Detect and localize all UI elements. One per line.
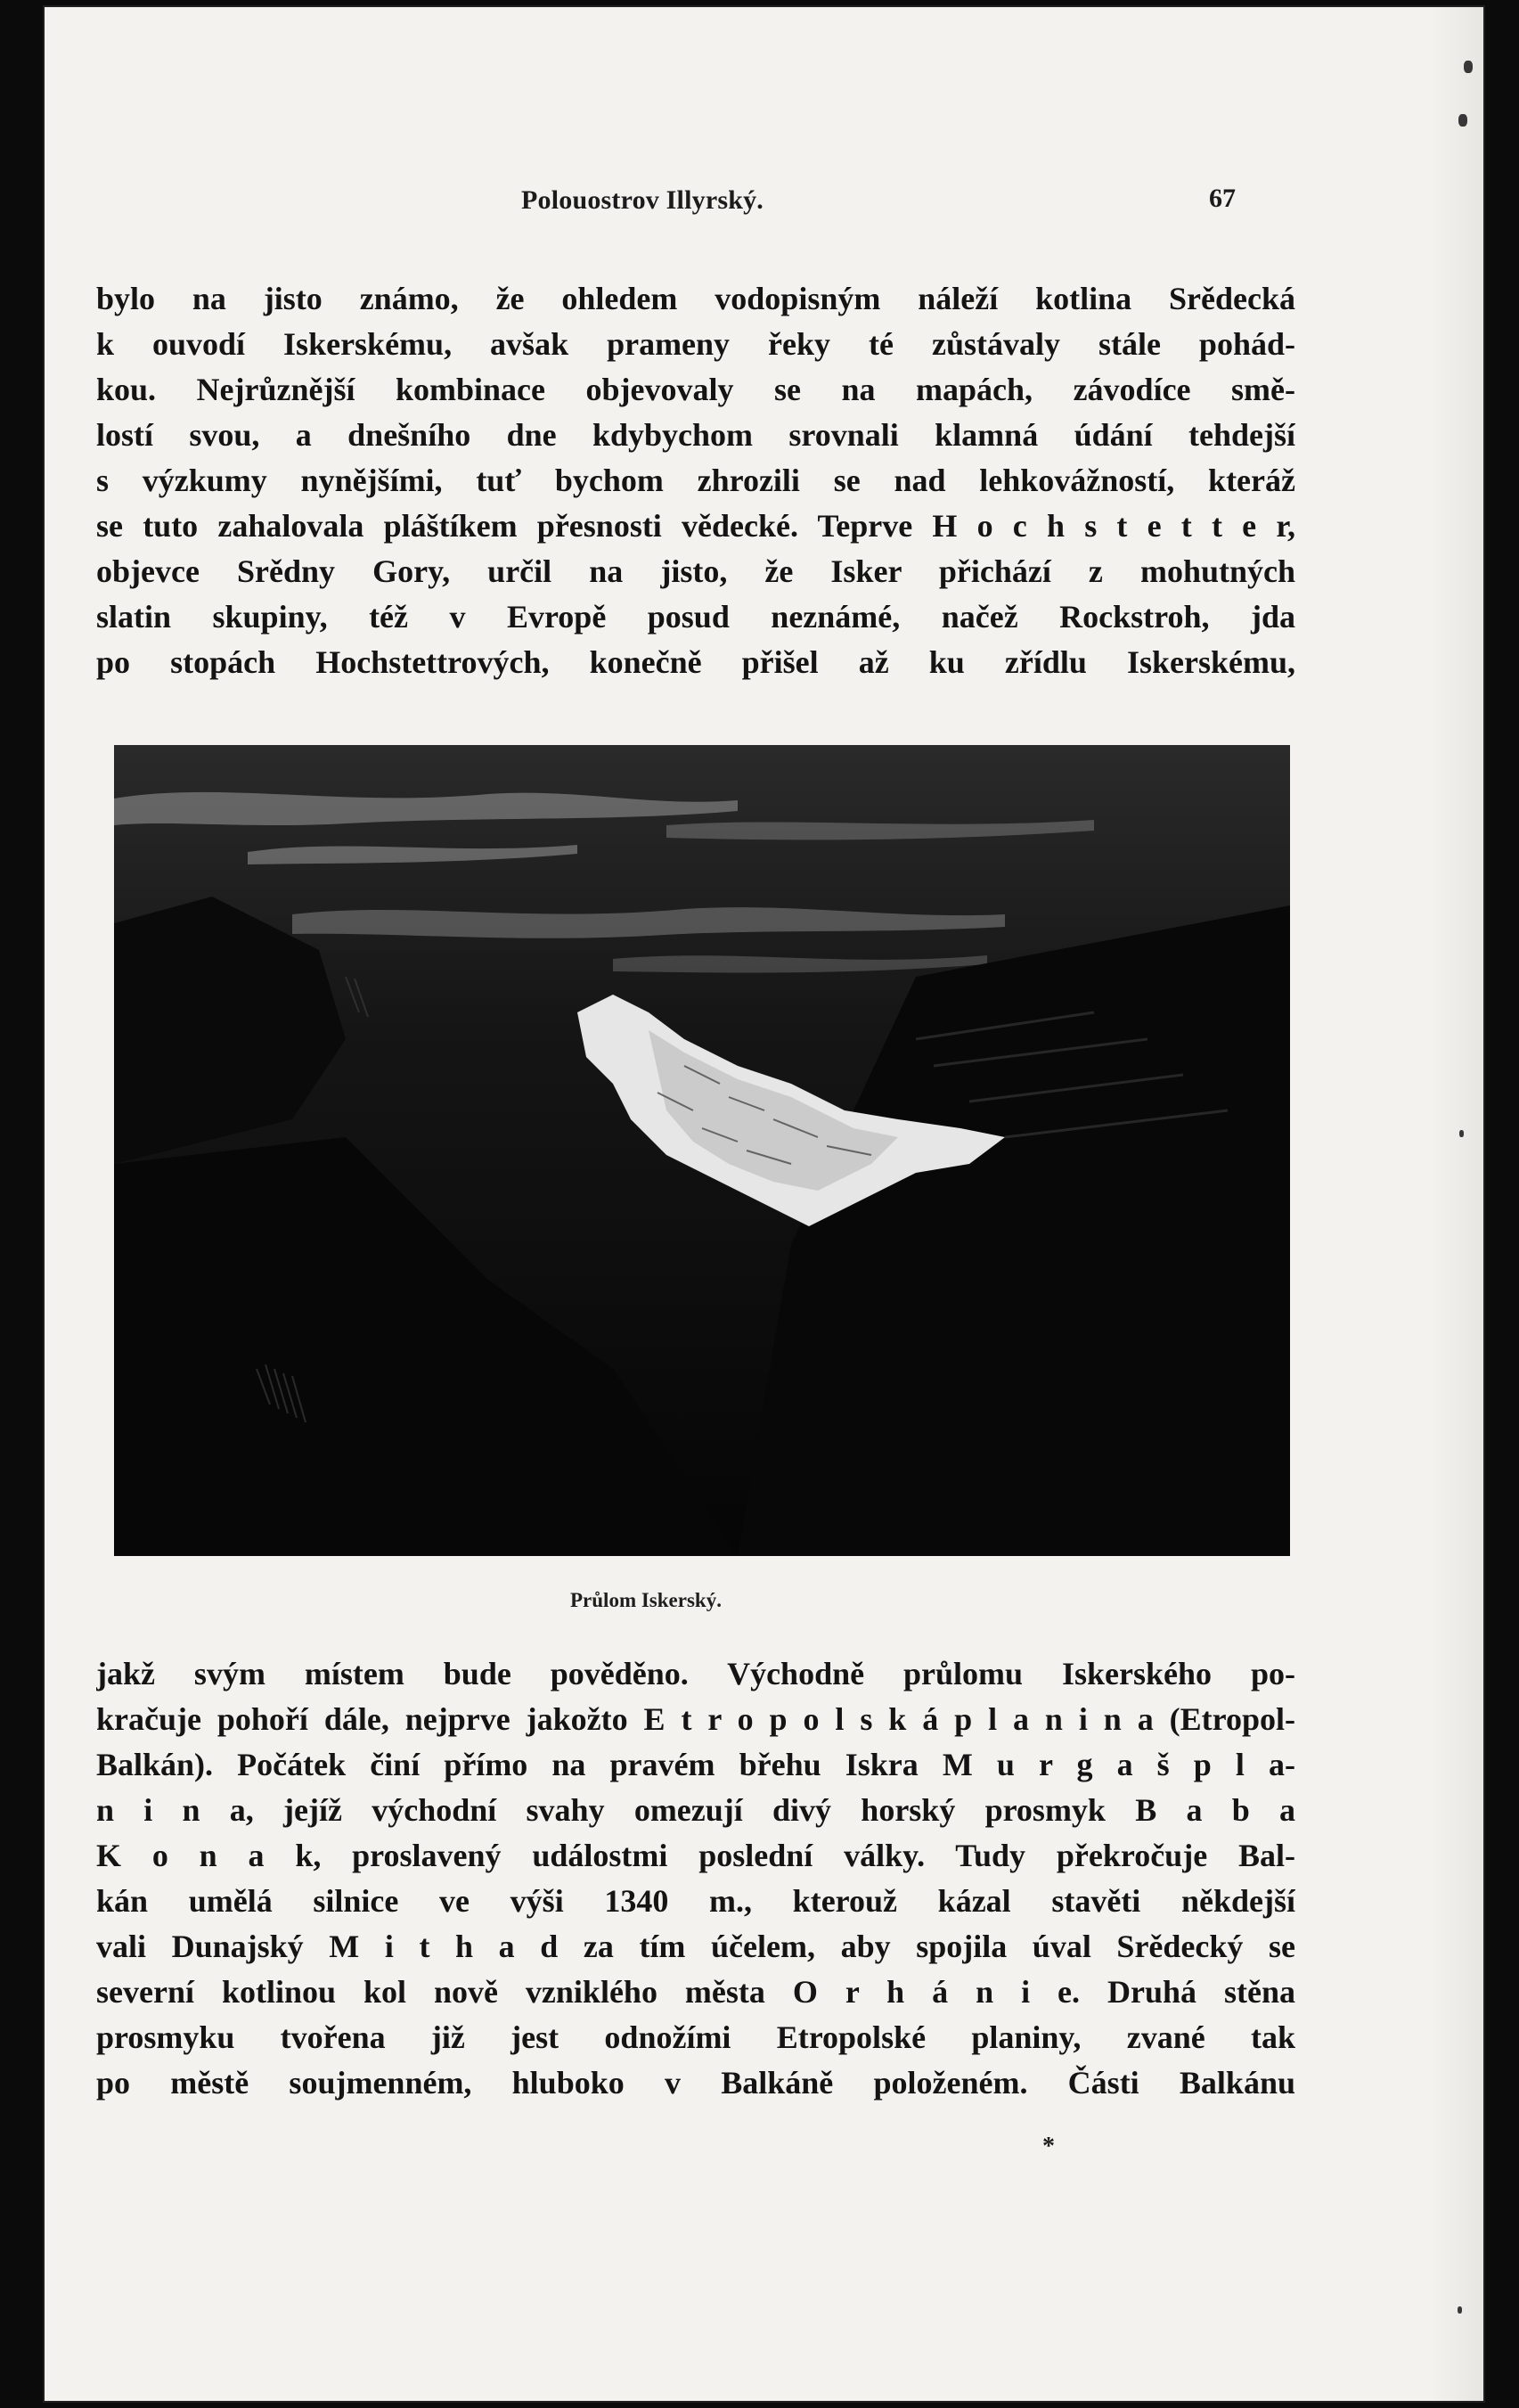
text-line: severní kotlinou kol nově vzniklého města O r h á n i e. Druhá stěna	[96, 1974, 1295, 2010]
text-line: kou. Nejrůznější kombinace objevovaly se na mapách, závodíce smě-	[96, 372, 1295, 407]
edge-speck	[1464, 61, 1473, 73]
text-line: po městě soujmenném, hluboko v Balkáně položeném. Části Balkánu	[96, 2065, 1295, 2101]
text-line: k ouvodí Iskerskému, avšak prameny řeky té zůstávaly stále pohád-	[96, 326, 1295, 362]
text-line: se tuto zahalovala pláštíkem přesnosti vědecké. Teprve H o c h s t e t t e r,	[96, 508, 1295, 544]
paragraph-2	[96, 1651, 1295, 2106]
text-line: kán umělá silnice ve výši 1340 m., kterouž kázal stavěti někdejší	[96, 1883, 1295, 1919]
text-line: jakž svým místem bude pověděno. Východně průlomu Iskerského po-	[96, 1656, 1295, 1691]
signature-mark: *	[1042, 2133, 1055, 2160]
figure-caption: Průlom Iskerský.	[570, 1589, 722, 1611]
edge-speck	[1459, 1130, 1464, 1137]
text-line: vali Dunajský M i t h a d za tím účelem, aby spojila úval Srědecký se	[96, 1929, 1295, 1964]
edge-speck	[1458, 114, 1467, 127]
running-header-title: Polouostrov Illyrský.	[521, 185, 764, 215]
text-line: n i n a, jejíž východní svahy omezují divý horský prosmyk B a b a	[96, 1792, 1295, 1828]
text-line: lostí svou, a dnešního dne kdybychom srovnali klamná údání tehdejší	[96, 417, 1295, 453]
text-line: prosmyku tvořena již jest odnožími Etropolské planiny, zvané tak	[96, 2019, 1295, 2055]
text-line: po stopách Hochstettrových, konečně přišel až ku zřídlu Iskerskému,	[96, 644, 1295, 680]
text-line: Balkán). Počátek činí přímo na pravém břehu Iskra M u r g a š p l a-	[96, 1747, 1295, 1782]
paragraph-1	[96, 276, 1295, 685]
text-line: bylo na jisto známo, že ohledem vodopisným náleží kotlina Srědecká	[96, 281, 1295, 316]
text-line: objevce Srědny Gory, určil na jisto, že Isker přichází z mohutných	[96, 553, 1295, 589]
text-line: slatin skupiny, též v Evropě posud neznámé, načež Rockstroh, jda	[96, 599, 1295, 635]
edge-speck	[1458, 2306, 1462, 2314]
text-line: s výzkumy nynějšími, tuť bychom zhrozili se nad lehkovážností, kteráž	[96, 463, 1295, 498]
text-line: K o n a k, proslavený událostmi poslední války. Tudy překročuje Bal-	[96, 1838, 1295, 1873]
text-line: kračuje pohoří dále, nejprve jakožto E t r o p o l s k á p l a n i n a (Etropol-	[96, 1701, 1295, 1737]
gorge-engraving-image	[114, 745, 1290, 1556]
page-number: 67	[1209, 184, 1236, 213]
engraving-illustration	[114, 745, 1290, 1556]
book-page	[45, 7, 1483, 2401]
page-edge-marks	[1441, 7, 1476, 2401]
